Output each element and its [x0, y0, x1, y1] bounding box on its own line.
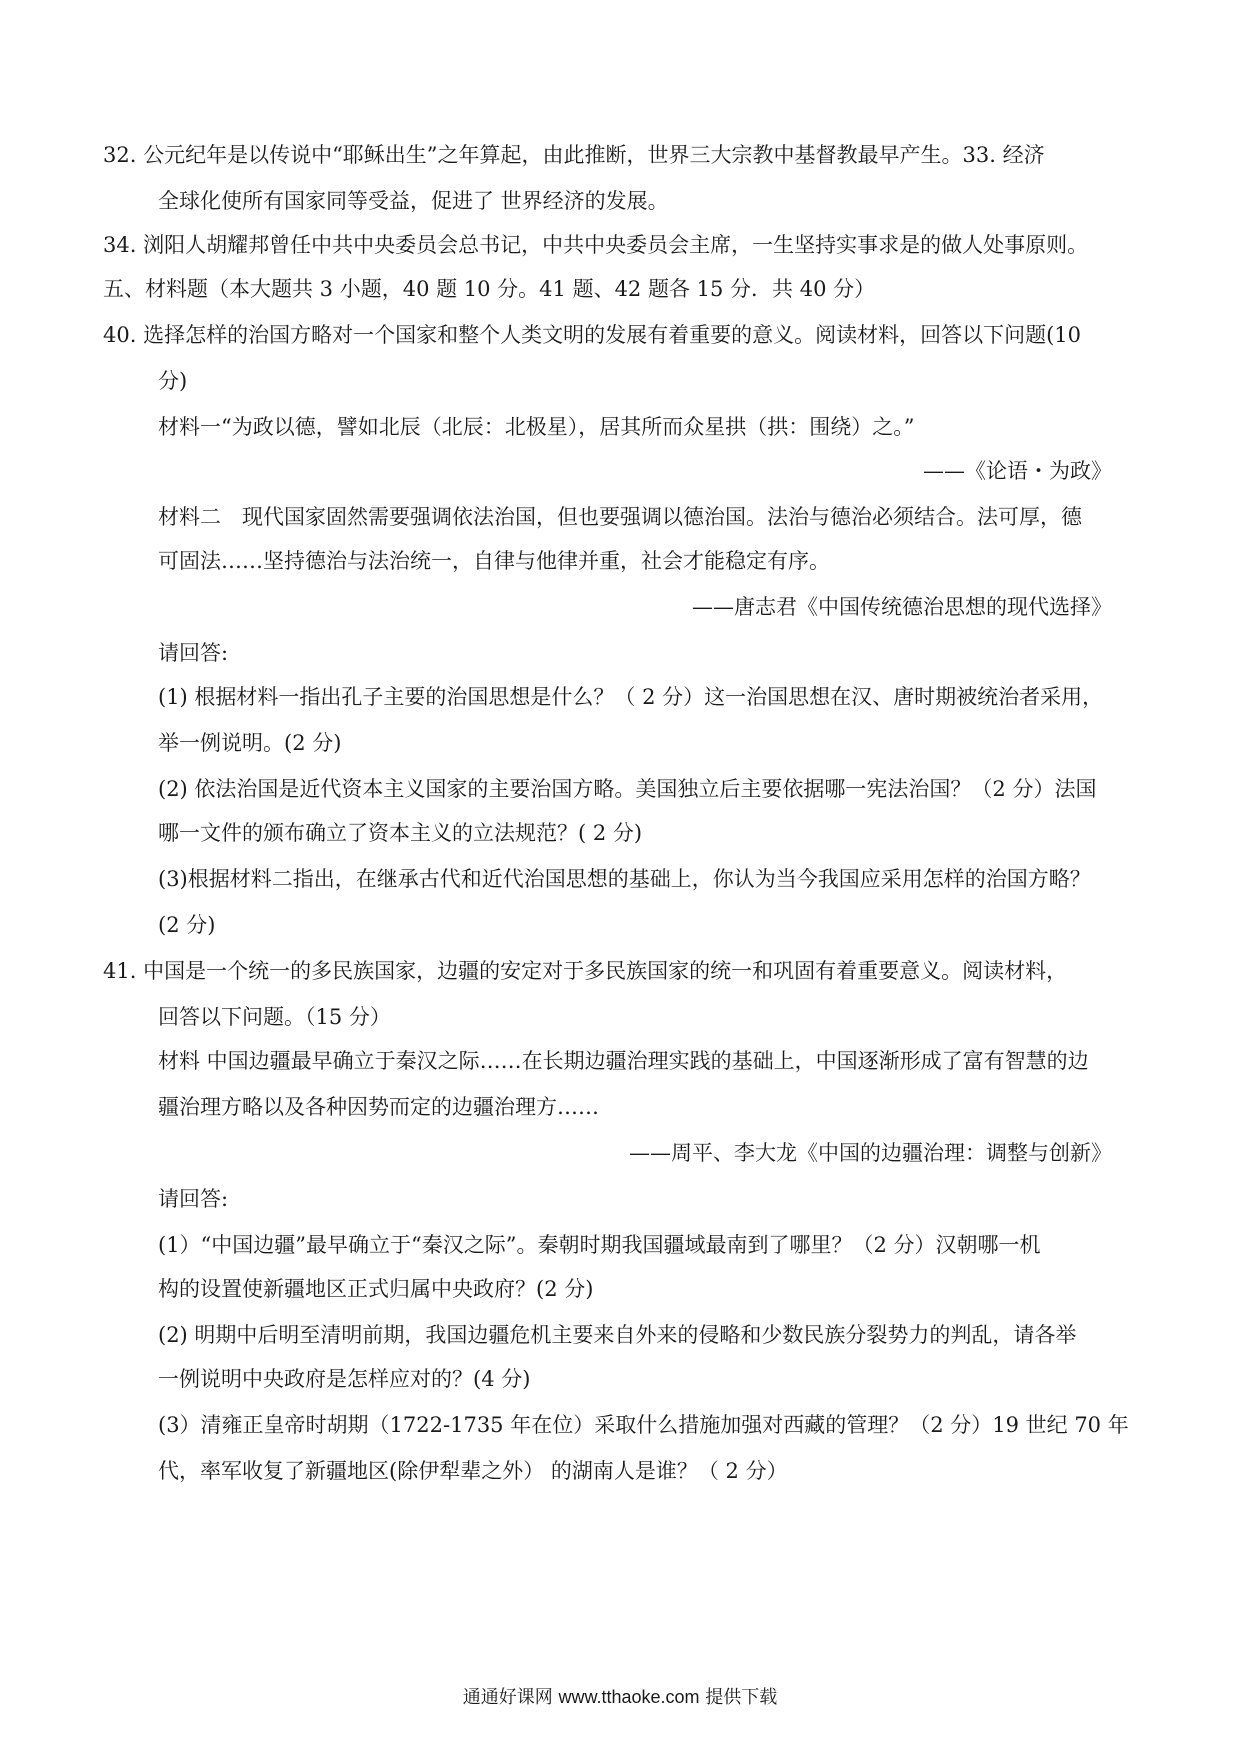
- q40-please-answer: 请回答:: [158, 641, 229, 665]
- q40-material-two-line-1: 材料二 现代国家固然需要强调依法治国，但也要强调以德治国。法治与德治必须结合。法可厚，德: [158, 505, 1082, 529]
- question-40-intro-line-2: 分): [158, 369, 188, 393]
- q40-material-two-line-2: 可固法……坚持德治与法治统一，自律与他律并重，社会才能稳定有序。: [158, 549, 830, 573]
- q41-material-line-1: 材料 中国边疆最早确立于秦汉之际……在长期边疆治理实践的基础上，中国逐渐形成了富有智慧的边: [158, 1049, 1089, 1073]
- q40-sub2-line-2: 哪一文件的颁布确立了资本主义的立法规范？( 2 分): [158, 821, 643, 845]
- q40-sub3-line-1: (3)根据材料二指出，在继承古代和近代治国思想的基础上，你认为当今我国应采用怎样的治国方略？: [158, 867, 1091, 891]
- q40-material-one: 材料一“为政以德，譬如北辰（北辰：北极星），居其所而众星拱（拱：围绕）之。”: [158, 415, 915, 439]
- q40-material-two-source: ——唐志君《中国传统德治思想的现代选择》: [692, 595, 1112, 619]
- footer-site-name: 通通好课网: [462, 1687, 553, 1708]
- q41-sub3-line-1: (3）清雍正皇帝时胡期（1722-1735 年在位）采取什么措施加强对西藏的管理？（2 分）19 世纪 70 年: [158, 1413, 1129, 1437]
- section-five-heading: 五、材料题（本大题共 3 小题，40 题 10 分。41 题、42 题各 15 分．共 40 分）: [103, 277, 876, 301]
- footer-url-link[interactable]: www.tthaoke.com: [558, 1687, 700, 1707]
- q41-sub2-line-1: (2) 明期中后明至清明前期，我国边疆危机主要来自外来的侵略和少数民族分裂势力的判乱，请各举: [158, 1323, 1077, 1347]
- question-33-line-2: 全球化使所有国家同等受益，促进了 世界经济的发展。: [158, 189, 669, 213]
- q41-material-source: ——周平、李大龙《中国的边疆治理：调整与创新》: [629, 1141, 1112, 1165]
- q41-material-line-2: 疆治理方略以及各种因势而定的边疆治理方……: [158, 1095, 599, 1119]
- question-41-intro-line-2: 回答以下问题。（15 分）: [158, 1005, 391, 1029]
- q41-sub2-line-2: 一例说明中央政府是怎样应对的？(4 分): [158, 1367, 531, 1391]
- q41-sub1-line-1: (1）“中国边疆”最早确立于“秦汉之际”。秦朝时期我国疆域最南到了哪里？（2 分）汉朝哪一机: [158, 1233, 1041, 1257]
- question-40-intro-line-1: 40. 选择怎样的治国方略对一个国家和整个人类文明的发展有着重要的意义。阅读材料，回答以下问题(10: [103, 323, 1081, 347]
- page-footer: [0, 1684, 1240, 1711]
- q41-sub1-line-2: 构的设置使新疆地区正式归属中央政府？(2 分): [158, 1277, 594, 1301]
- question-32-line-1: 32. 公元纪年是以传说中“耶稣出生”之年算起，由此推断，世界三大宗教中基督教最早产生。33. 经济: [103, 143, 1045, 167]
- question-41-intro-line-1: 41. 中国是一个统一的多民族国家，边疆的安定对于多民族国家的统一和巩固有着重要意义。阅读材料，: [103, 959, 1068, 983]
- question-34: 34. 浏阳人胡耀邦曾任中共中央委员会总书记，中共中央委员会主席，一生坚持实事求是的做人处事原则。: [103, 233, 1089, 257]
- q40-material-one-source: ——《论语・为政》: [923, 459, 1112, 483]
- q41-sub3-line-2: 代，率军收复了新疆地区(除伊犁辈之外） 的湖南人是谁？（ 2 分）: [158, 1459, 788, 1483]
- footer-suffix: 提供下载: [705, 1687, 778, 1708]
- q40-sub1-line-1: (1) 根据材料一指出孔子主要的治国思想是什么？（ 2 分）这一治国思想在汉、唐时期被统治者采用，: [158, 685, 1104, 709]
- q40-sub3-line-2: (2 分): [158, 913, 216, 937]
- q41-please-answer: 请回答:: [158, 1187, 229, 1211]
- q40-sub2-line-1: (2) 依法治国是近代资本主义国家的主要治国方略。美国独立后主要依据哪一宪法治国？（2 分）法国: [158, 777, 1097, 801]
- q40-sub1-line-2: 举一例说明。(2 分): [158, 731, 342, 755]
